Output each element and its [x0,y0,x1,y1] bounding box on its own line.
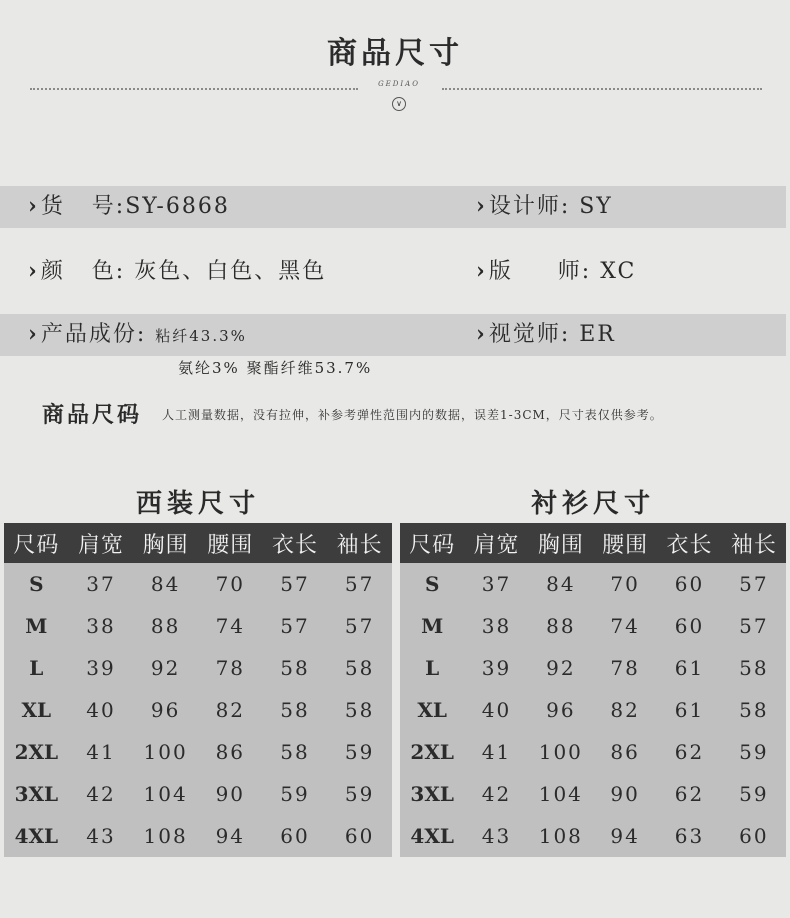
measurement-cell: 57 [344,614,375,638]
color-label: 颜 色: [40,259,126,284]
designer-label: 设计师: [488,194,571,219]
pattern-maker [476,256,636,287]
column-header: 肩宽 [464,523,528,563]
measurement-cell: 39 [481,656,512,680]
size-cell: S [29,572,44,596]
size-cell: M [25,614,48,638]
measurement-cell: 58 [344,656,375,680]
size-cell: 3XL [410,782,454,806]
measurement-cell: 92 [546,656,576,680]
measurement-cell: 58 [280,740,310,764]
arrow-icon: › [476,321,487,347]
table-row [400,689,786,731]
page-title: 商品尺寸 [327,36,463,71]
measurement-cell: 60 [344,824,375,848]
measurement-cell: 57 [739,572,769,596]
measurement-cell: 90 [215,782,246,806]
table-row [400,773,786,815]
size-cell: 4XL [14,824,59,848]
column-header: 尺码 [4,523,69,563]
measurement-cell: 41 [481,740,512,764]
measurement-cell: 60 [674,614,705,638]
composition-label: 产品成份: [40,322,147,347]
measurement-cell: 41 [86,740,116,764]
chevron-down-icon: ∨ [392,97,406,111]
table-header-row [400,523,786,563]
table-row [4,647,392,689]
suit-table-title: 西装尺寸 [135,489,260,519]
arrow-icon: › [28,258,39,284]
column-header: 胸围 [133,523,198,563]
measurement-cell: 60 [280,824,310,848]
column-header: 衣长 [657,523,721,563]
measurement-cell: 74 [215,614,246,638]
table-row [400,815,786,857]
measurement-cell: 40 [481,698,512,722]
table-row [400,647,786,689]
measurement-cell: 59 [739,740,769,764]
column-header: 胸围 [529,523,593,563]
measurement-cell: 100 [538,740,583,764]
composition-line-1: 粘纤43.3% [155,327,247,345]
measurement-cell: 43 [86,824,116,848]
arrow-icon: › [28,321,39,347]
measurement-cell: 58 [344,698,375,722]
size-cell: 4XL [410,824,454,848]
measurement-cell: 38 [481,614,512,638]
measurement-cell: 63 [674,824,705,848]
measurement-cell: 100 [143,740,188,764]
measurement-cell: 59 [739,782,769,806]
item-number-label: 货 号: [40,194,126,219]
measurement-cell: 90 [610,782,640,806]
item-number [28,191,230,222]
table-row [4,563,392,605]
measurement-cell: 96 [546,698,576,722]
table-row [4,689,392,731]
table-row [4,731,392,773]
column-header: 袖长 [327,523,392,563]
size-cell: L [425,656,440,680]
measurement-cell: 38 [86,614,116,638]
designer [476,191,613,222]
size-section-note: 人工测量数据，没有拉伸，补参考弹性范围内的数据，误差1-3CM，尺寸表仅供参考。 [162,408,663,422]
column-header: 腰围 [593,523,657,563]
measurement-cell: 57 [739,614,769,638]
measurement-cell: 62 [674,782,705,806]
measurement-cell: 60 [739,824,769,848]
size-section-title: 商品尺码 [42,402,143,428]
measurement-cell: 78 [610,656,640,680]
column-header: 衣长 [263,523,328,563]
size-cell: S [424,572,440,596]
measurement-cell: 94 [610,824,640,848]
column-header: 肩宽 [69,523,134,563]
table-header-row [4,523,392,563]
column-header: 尺码 [400,523,464,563]
measurement-cell: 37 [86,572,116,596]
measurement-cell: 108 [143,824,188,848]
composition-line-2: 氨纶3% 聚酯纤维53.7% [178,359,373,377]
size-cell: M [421,614,444,638]
measurement-cell: 104 [143,782,188,806]
size-cell: XL [21,698,52,722]
size-cell: XL [417,698,447,722]
measurement-cell: 42 [481,782,512,806]
measurement-cell: 78 [215,656,246,680]
measurement-cell: 62 [674,740,705,764]
measurement-cell: 58 [739,698,769,722]
measurement-cell: 108 [538,824,583,848]
column-header: 腰围 [198,523,263,563]
table-row [400,605,786,647]
shirt-table-title: 衬衫尺寸 [530,489,655,519]
pattern-value: XC [600,259,637,284]
measurement-cell: 84 [150,572,181,596]
measurement-cell: 58 [739,656,769,680]
measurement-cell: 59 [280,782,310,806]
measurement-cell: 61 [674,698,705,722]
visual-value: ER [579,322,616,347]
table-row [4,815,392,857]
arrow-icon: › [28,193,39,219]
table-row [400,563,786,605]
suit-size-table [4,523,392,857]
table-row [4,773,392,815]
measurement-cell: 61 [674,656,705,680]
measurement-cell: 42 [86,782,116,806]
table-row [400,731,786,773]
divider-right [442,88,762,90]
measurement-cell: 57 [280,572,310,596]
pattern-label: 版 师: [488,259,592,284]
divider-left [30,88,358,90]
measurement-cell: 60 [674,572,705,596]
table-row [4,605,392,647]
brand-subtitle: GEDIAO [378,80,420,88]
measurement-cell: 88 [546,614,576,638]
designer-value: SY [579,194,613,219]
measurement-cell: 57 [280,614,310,638]
color [28,256,326,287]
size-cell: L [29,656,44,680]
measurement-cell: 82 [610,698,640,722]
measurement-cell: 84 [546,572,576,596]
measurement-cell: 86 [215,740,246,764]
measurement-cell: 59 [344,740,375,764]
measurement-cell: 92 [150,656,181,680]
measurement-cell: 57 [344,572,375,596]
measurement-cell: 70 [215,572,246,596]
color-value: 灰色、白色、黑色 [134,259,327,284]
measurement-cell: 96 [150,698,181,722]
measurement-cell: 58 [280,656,310,680]
measurement-cell: 59 [344,782,375,806]
arrow-icon: › [476,193,487,219]
visual-designer [476,319,616,350]
shirt-size-table [400,523,786,857]
measurement-cell: 88 [150,614,181,638]
measurement-cell: 86 [610,740,640,764]
visual-label: 视觉师: [488,322,571,347]
measurement-cell: 40 [86,698,116,722]
measurement-cell: 82 [215,698,246,722]
measurement-cell: 37 [481,572,512,596]
composition [28,319,247,351]
size-cell: 3XL [14,782,59,806]
measurement-cell: 58 [280,698,310,722]
measurement-cell: 74 [610,614,640,638]
column-header: 袖长 [722,523,786,563]
measurement-cell: 43 [481,824,512,848]
measurement-cell: 39 [86,656,116,680]
arrow-icon: › [476,258,487,284]
measurement-cell: 70 [610,572,640,596]
size-cell: 2XL [14,740,59,764]
size-cell: 2XL [410,740,454,764]
measurement-cell: 104 [538,782,583,806]
measurement-cell: 94 [215,824,246,848]
item-number-value: SY-6868 [125,194,230,219]
